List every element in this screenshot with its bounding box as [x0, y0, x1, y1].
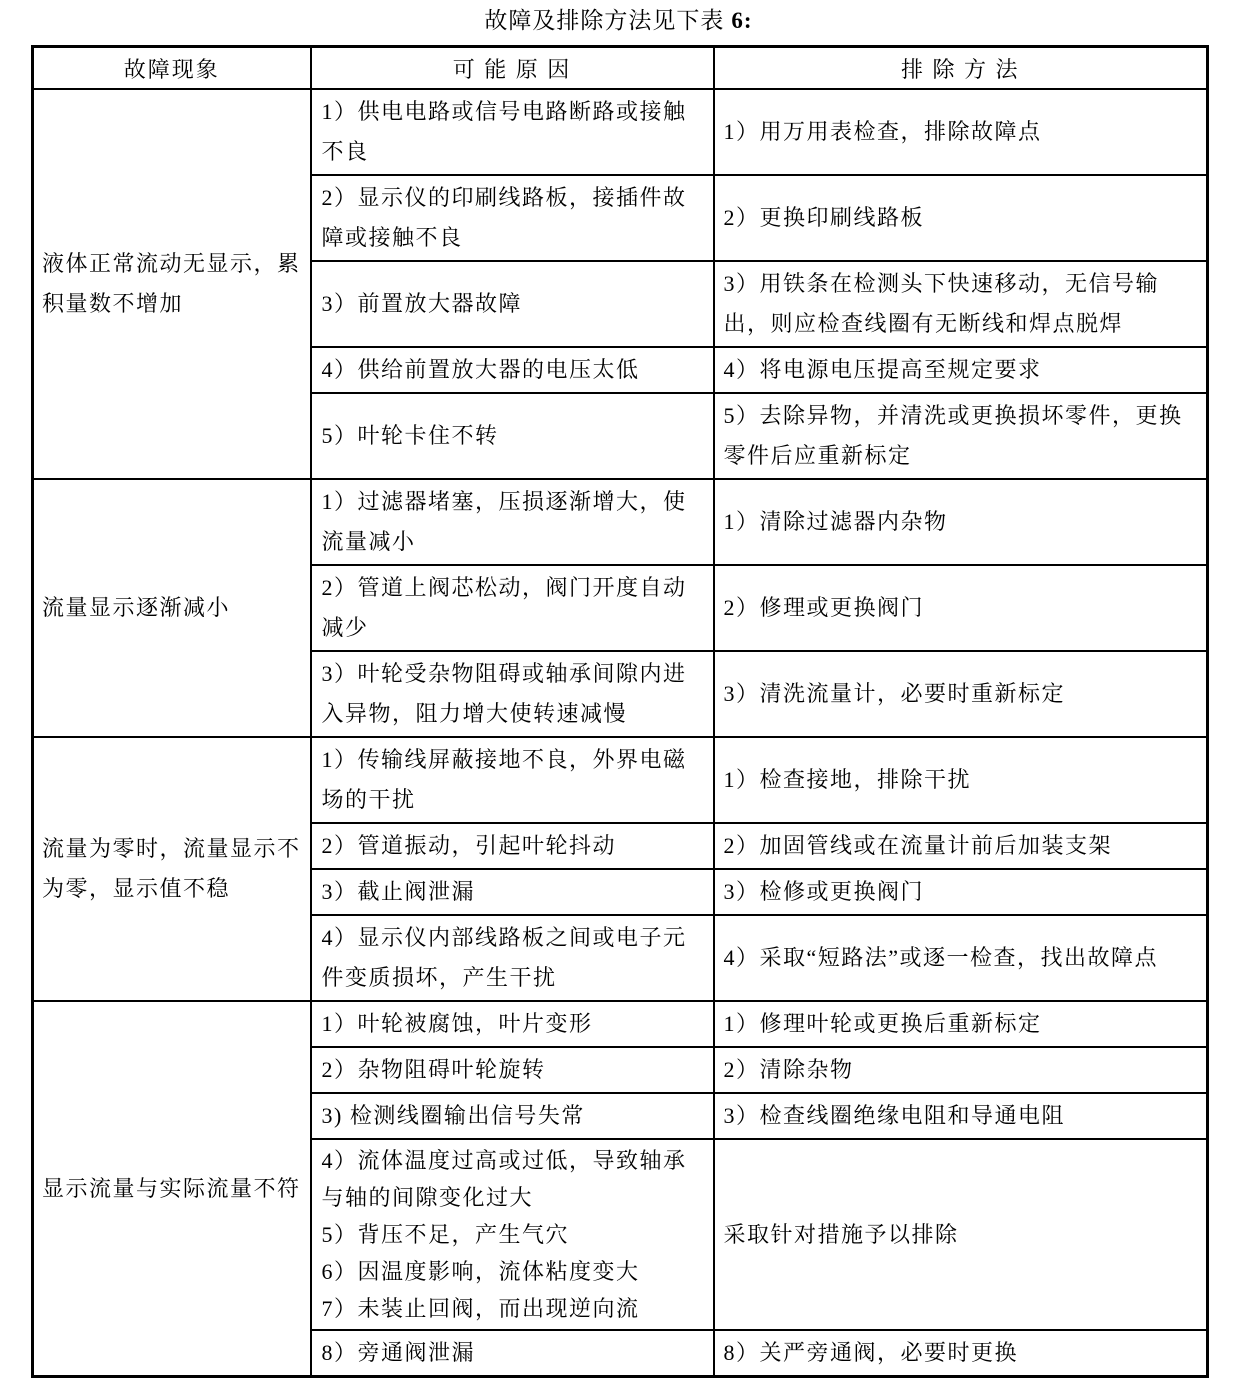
cause-cell: 5）叶轮卡住不转	[311, 393, 714, 479]
cause-cell: 3）前置放大器故障	[311, 261, 714, 347]
remedy-cell: 3）用铁条在检测头下快速移动，无信号输出，则应检查线圈有无断线和焊点脱焊	[714, 261, 1208, 347]
column-header-fault: 故障现象	[33, 47, 311, 90]
remedy-cell: 8）关严旁通阀，必要时更换	[714, 1330, 1208, 1377]
table-caption-number: 6:	[731, 8, 753, 33]
remedy-cell: 2）清除杂物	[714, 1047, 1208, 1093]
cause-cell	[311, 1139, 714, 1330]
fault-cell: 显示流量与实际流量不符	[33, 1001, 311, 1377]
remedy-cell: 1）修理叶轮或更换后重新标定	[714, 1001, 1208, 1047]
remedy-cell: 4）采取“短路法”或逐一检查，找出故障点	[714, 915, 1208, 1001]
remedy-cell: 1）检查接地，排除干扰	[714, 737, 1208, 823]
fault-cell: 液体正常流动无显示，累积量数不增加	[33, 89, 311, 479]
cause-cell: 4）供给前置放大器的电压太低	[311, 347, 714, 393]
fault-cell: 流量显示逐渐减小	[33, 479, 311, 737]
table-caption-text: 故障及排除方法见下表	[484, 8, 725, 33]
remedy-cell: 5）去除异物，并清洗或更换损坏零件，更换零件后应重新标定	[714, 393, 1208, 479]
column-header-remedy: 排 除 方 法	[714, 47, 1208, 90]
cause-line: 4）流体温度过高或过低，导致轴承与轴的间隙变化过大	[321, 1148, 687, 1210]
table-caption	[31, 6, 1206, 36]
remedy-cell: 4）将电源电压提高至规定要求	[714, 347, 1208, 393]
remedy-cell: 1）用万用表检查，排除故障点	[714, 89, 1208, 175]
cause-cell: 3) 检测线圈输出信号失常	[311, 1093, 714, 1139]
cause-cell: 2）杂物阻碍叶轮旋转	[311, 1047, 714, 1093]
column-header-cause: 可 能 原 因	[311, 47, 714, 90]
cause-cell: 8）旁通阀泄漏	[311, 1330, 714, 1377]
remedy-cell: 2）加固管线或在流量计前后加装支架	[714, 823, 1208, 869]
cause-cell: 1）供电电路或信号电路断路或接触不良	[311, 89, 714, 175]
table-row	[33, 737, 1208, 823]
cause-cell: 2）管道振动，引起叶轮抖动	[311, 823, 714, 869]
remedy-cell: 1）清除过滤器内杂物	[714, 479, 1208, 565]
fault-cell: 流量为零时，流量显示不为零，显示值不稳	[33, 737, 311, 1001]
header-row	[33, 47, 1208, 90]
troubleshooting-table	[31, 45, 1209, 1378]
cause-line: 6）因温度影响，流体粘度变大	[321, 1259, 640, 1284]
remedy-cell: 3）检修或更换阀门	[714, 869, 1208, 915]
remedy-cell: 3）清洗流量计，必要时重新标定	[714, 651, 1208, 737]
cause-cell: 4）显示仪内部线路板之间或电子元件变质损坏，产生干扰	[311, 915, 714, 1001]
cause-cell: 2）管道上阀芯松动，阀门开度自动减少	[311, 565, 714, 651]
remedy-cell: 2）更换印刷线路板	[714, 175, 1208, 261]
cause-cell: 1）过滤器堵塞，压损逐渐增大，使流量减小	[311, 479, 714, 565]
remedy-cell: 采取针对措施予以排除	[714, 1139, 1208, 1330]
table-row	[33, 1001, 1208, 1047]
cause-line: 7）未装止回阀，而出现逆向流	[321, 1296, 640, 1321]
cause-cell: 2）显示仪的印刷线路板，接插件故障或接触不良	[311, 175, 714, 261]
cause-cell: 1）叶轮被腐蚀，叶片变形	[311, 1001, 714, 1047]
cause-cell: 1）传输线屏蔽接地不良，外界电磁场的干扰	[311, 737, 714, 823]
table-row	[33, 89, 1208, 175]
remedy-cell: 3）检查线圈绝缘电阻和导通电阻	[714, 1093, 1208, 1139]
remedy-cell: 2）修理或更换阀门	[714, 565, 1208, 651]
cause-cell: 3）截止阀泄漏	[311, 869, 714, 915]
cause-line: 5）背压不足，产生气穴	[321, 1222, 570, 1247]
cause-cell: 3）叶轮受杂物阻碍或轴承间隙内进入异物，阻力增大使转速减慢	[311, 651, 714, 737]
table-row	[33, 479, 1208, 565]
